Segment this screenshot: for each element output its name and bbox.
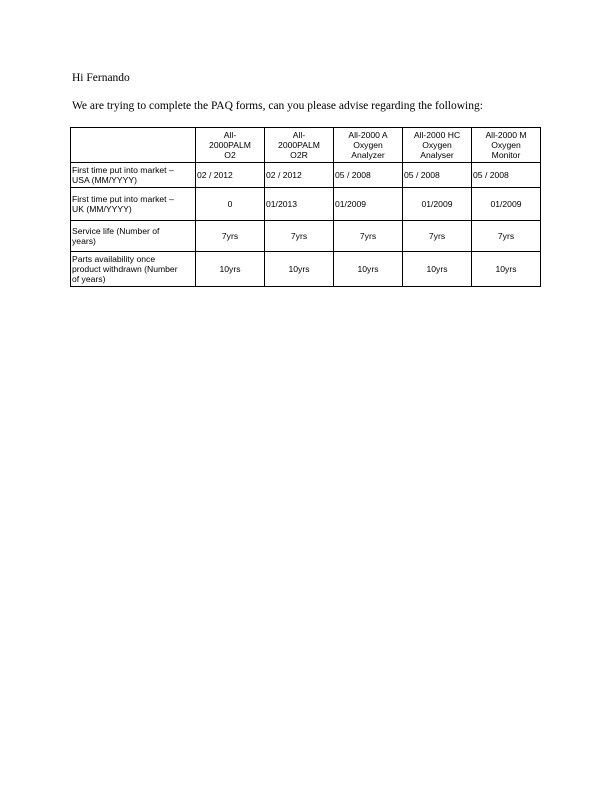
table-row-parts-availability	[71, 252, 541, 287]
table-cell: 01/2009	[472, 188, 541, 221]
table-cell: 05 / 2008	[403, 163, 472, 188]
column-header: All-2000 A Oxygen Analyzer	[334, 128, 403, 163]
table-corner-cell	[71, 128, 196, 163]
column-header: All-2000 HC Oxygen Analyser	[403, 128, 472, 163]
table-row-service-life	[71, 221, 541, 252]
table-row-uk-market	[71, 188, 541, 221]
table-cell: 7yrs	[196, 221, 265, 252]
column-header: All- 2000PALM O2	[196, 128, 265, 163]
table-cell: 02 / 2012	[196, 163, 265, 188]
table-cell: 10yrs	[196, 252, 265, 287]
intro-paragraph: We are trying to complete the PAQ forms, can you please advise regarding the following:	[72, 100, 483, 112]
table-cell: 05 / 2008	[334, 163, 403, 188]
table-cell: 0	[196, 188, 265, 221]
table-cell: 7yrs	[472, 221, 541, 252]
table-cell: 10yrs	[265, 252, 334, 287]
table-row-usa-market	[71, 163, 541, 188]
column-header: All- 2000PALM O2R	[265, 128, 334, 163]
table-cell: 7yrs	[403, 221, 472, 252]
table-cell: 10yrs	[472, 252, 541, 287]
table-cell: 05 / 2008	[472, 163, 541, 188]
row-label: First time put into market – UK (MM/YYYY)	[71, 188, 196, 221]
column-header: All-2000 M Oxygen Monitor	[472, 128, 541, 163]
row-label: Parts availability once product withdrawn (Number of years)	[71, 252, 196, 287]
paq-table	[70, 127, 541, 287]
table-cell: 01/2013	[265, 188, 334, 221]
greeting: Hi Fernando	[72, 72, 130, 84]
table-cell: 01/2009	[403, 188, 472, 221]
table-cell: 7yrs	[334, 221, 403, 252]
row-label: Service life (Number of years)	[71, 221, 196, 252]
row-label: First time put into market – USA (MM/YYYY)	[71, 163, 196, 188]
table-cell: 01/2009	[334, 188, 403, 221]
table-cell: 7yrs	[265, 221, 334, 252]
table-header-row	[71, 128, 541, 163]
table-cell: 10yrs	[334, 252, 403, 287]
table-cell: 02 / 2012	[265, 163, 334, 188]
table-cell: 10yrs	[403, 252, 472, 287]
